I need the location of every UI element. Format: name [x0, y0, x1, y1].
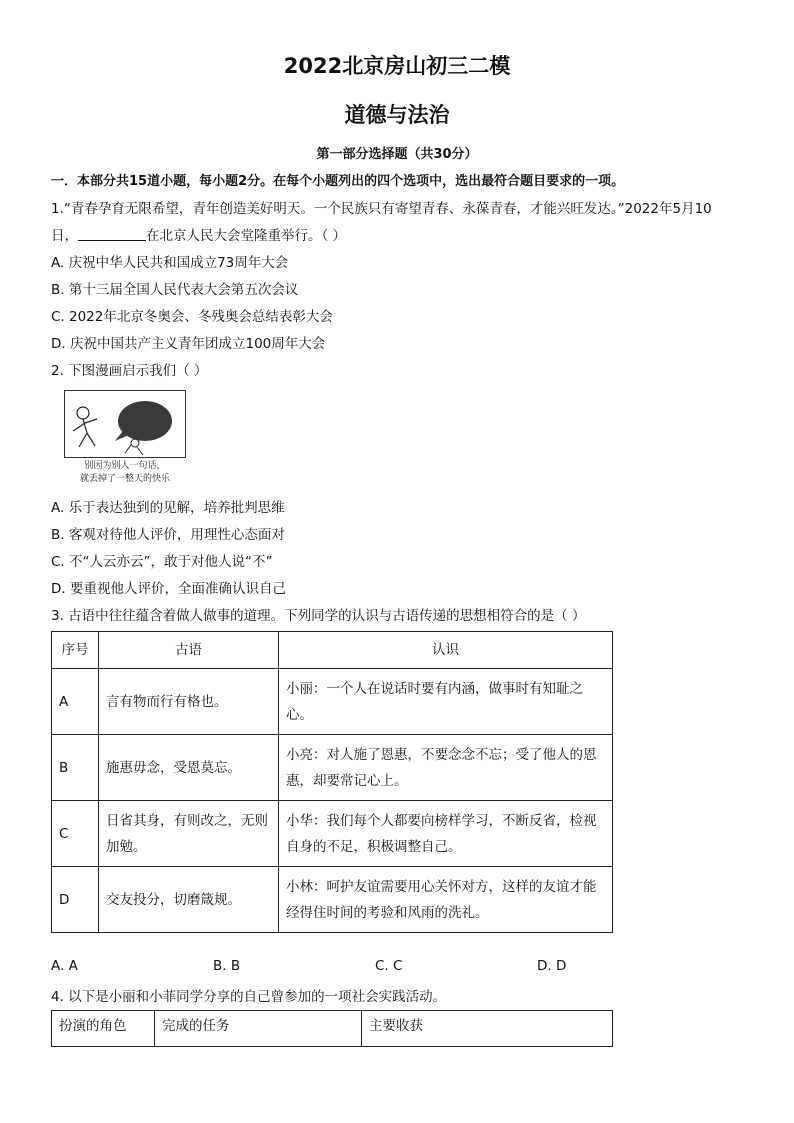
q2-option-d: D. 要重视他人评价，全面准确认识自己 [51, 581, 286, 597]
q1-stem-suffix: 在北京人民大会堂隆重举行。（ ） [146, 228, 347, 244]
q3-table [51, 631, 613, 933]
comic-illustration [64, 390, 186, 458]
part-heading: 第一部分选择题（共30分） [316, 147, 478, 162]
q3-stem: 3. 古语中往往蕴含着做人做事的道理。下列同学的认识与古语传递的思想相符合的是（ ） [51, 608, 586, 624]
q1-option-c: C. 2022年北京冬奥会、冬残奥会总结表彰大会 [51, 309, 333, 325]
table-header-cell: 完成的任务 [155, 1011, 362, 1047]
table-cell: A [52, 669, 99, 735]
q2-stem: 2. 下图漫画启示我们（ ） [51, 363, 208, 379]
table-cell: 言有物而行有格也。 [99, 669, 279, 735]
section-instruction: 一．本部分共15道小题，每小题2分。在每个小题列出的四个选项中，选出最符合题目要求的一项。 [51, 174, 625, 189]
q2-option-a: A. 乐于表达独到的见解，培养批判思维 [51, 500, 285, 516]
q2-option-c: C. 不“人云亦云”，敢于对他人说“不” [51, 554, 273, 570]
q1-option-b: B. 第十三届全国人民代表大会第五次会议 [51, 282, 299, 298]
page-title: 2022北京房山初三二模 [283, 54, 511, 78]
q1-stem-prefix: 日， [51, 228, 78, 244]
q4-stem: 4. 以下是小丽和小菲同学分享的自己曾参加的一项社会实践活动。 [51, 989, 447, 1005]
q1-stem-line1: 1.“青春孕育无限希望，青年创造美好明天。一个民族只有寄望青春、永葆青春，才能兴旺发达。”2022年5月10 [51, 201, 712, 217]
table-cell: 小林：呵护友谊需要用心关怀对方，这样的友谊才能经得住时间的考验和风雨的洗礼。 [279, 867, 613, 933]
q1-option-a: A. 庆祝中华人民共和国成立73周年大会 [51, 255, 289, 271]
table-cell: B [52, 735, 99, 801]
q3-answer-b: B. B [213, 958, 241, 974]
q3-answer-d: D. D [537, 958, 567, 974]
q4-table [51, 1010, 613, 1047]
table-cell: 小丽：一个人在说话时要有内涵，做事时有知耻之心。 [279, 669, 613, 735]
table-cell: 施惠毋念，受恩莫忘。 [99, 735, 279, 801]
comic-caption-line2: 就丢掉了一整天的快乐 [79, 474, 170, 484]
comic-drawing [65, 391, 185, 457]
table-header-cell: 古语 [99, 632, 279, 669]
table-row [52, 867, 613, 933]
table-cell: 小亮：对人施了恩惠，不要念念不忘；受了他人的恩惠，却要常记心上。 [279, 735, 613, 801]
table-header-cell: 序号 [52, 632, 99, 669]
comic-caption-line1: 别因为别人一句话， [84, 461, 166, 471]
q1-blank [78, 228, 146, 241]
table-cell: 小华：我们每个人都要向榜样学习，不断反省，检视自身的不足，积极调整自己。 [279, 801, 613, 867]
table-row [52, 735, 613, 801]
table-cell: D [52, 867, 99, 933]
table-cell: C [52, 801, 99, 867]
table-header-cell: 扮演的角色 [52, 1011, 155, 1047]
table-header-cell: 认识 [279, 632, 613, 669]
q3-answer-c: C. C [375, 958, 403, 974]
q1-stem-line2 [51, 224, 346, 244]
table-cell: 交友投分，切磨箴规。 [99, 867, 279, 933]
table-header-cell: 主要收获 [362, 1011, 613, 1047]
table-header-row [52, 632, 613, 669]
q2-option-b: B. 客观对待他人评价，用理性心态面对 [51, 527, 285, 543]
q1-option-d: D. 庆祝中国共产主义青年团成立100周年大会 [51, 336, 326, 352]
q3-answer-a: A. A [51, 958, 78, 974]
table-row [52, 669, 613, 735]
table-cell: 日省其身，有则改之，无则加勉。 [99, 801, 279, 867]
table-row [52, 801, 613, 867]
table-header-row [52, 1011, 613, 1047]
subject-title: 道德与法治 [344, 103, 450, 127]
